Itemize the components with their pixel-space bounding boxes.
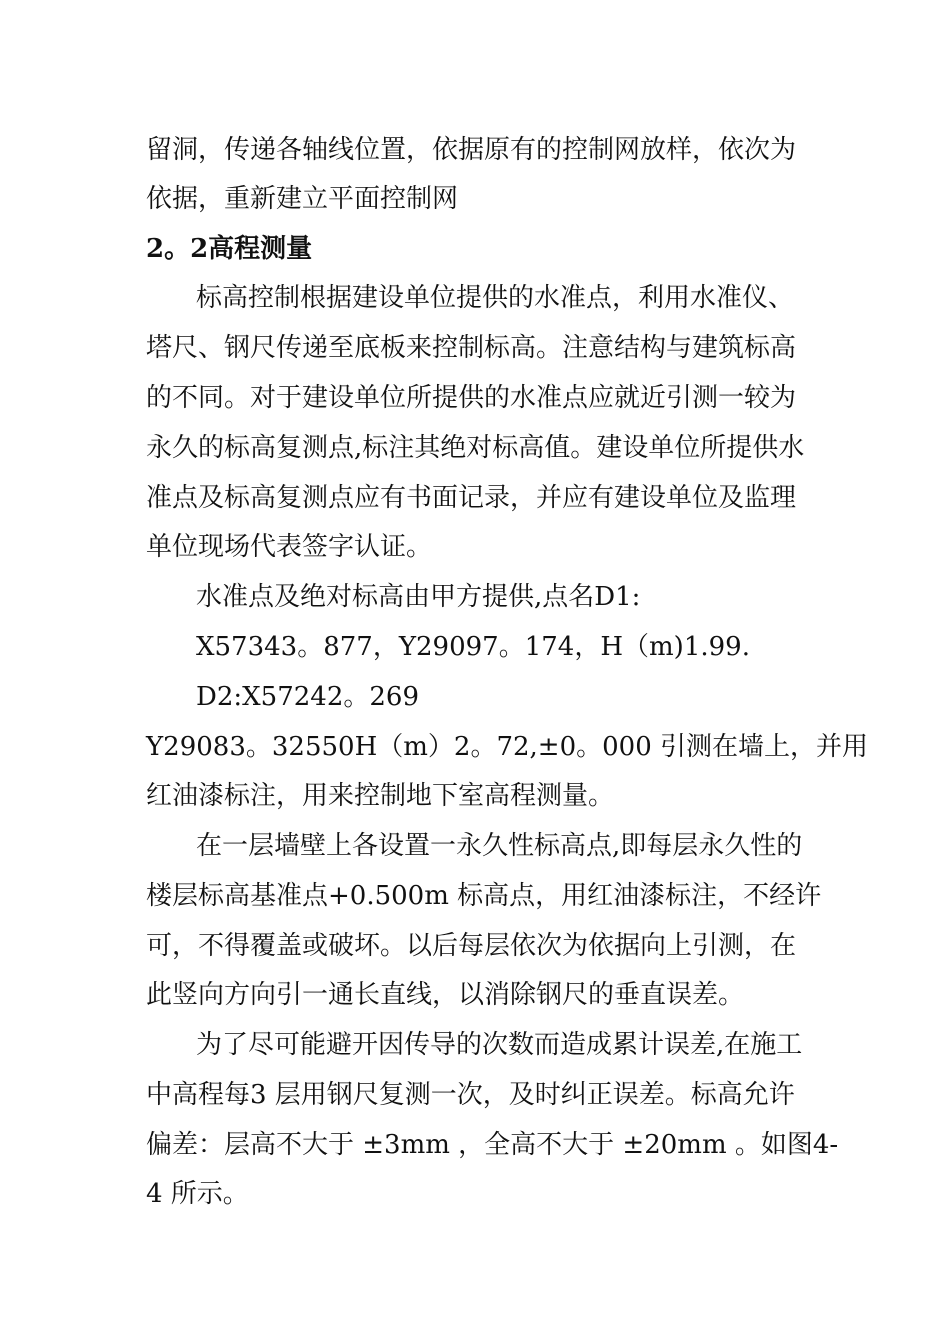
text-line: 的不同。对于建设单位所提供的水准点应就近引测一较为 (146, 383, 797, 413)
text-line: 红油漆标注，用来控制地下室高程测量。 (146, 781, 615, 811)
coordinate-line: Y29083。32550H（m）2。72,±0。000 引测在墙上，并用 (146, 732, 869, 762)
text-line: 留洞，传递各轴线位置，依据原有的控制网放样，依次为 (146, 135, 797, 165)
text-line: 准点及标高复测点应有书面记录，并应有建设单位及监理 (146, 483, 797, 513)
coordinate-line: X57343。877，Y29097。174，H（m)1.99. (196, 632, 750, 662)
text-line: 永久的标高复测点,标注其绝对标高值。建设单位所提供水 (146, 433, 805, 463)
text-line: 此竖向方向引一通长直线，以消除钢尺的垂直误差。 (146, 980, 745, 1010)
text-line: 4 所示。 (146, 1179, 249, 1209)
text-line: 依据，重新建立平面控制网 (146, 184, 459, 214)
text-line: 塔尺、钢尺传递至底板来控制标高。注意结构与建筑标高 (146, 333, 797, 363)
text-line: 偏差：层高不大于 ±3mm ，全高不大于 ±20mm 。如图4- (146, 1130, 839, 1160)
text-line: 在一层墙壁上各设置一永久性标高点,即每层永久性的 (196, 831, 803, 861)
text-line: 中高程每3 层用钢尺复测一次，及时纠正误差。标高允许 (146, 1080, 795, 1110)
text-line: 为了尽可能避开因传导的次数而造成累计误差,在施工 (196, 1030, 803, 1060)
coordinate-line: D2:X57242。269 (196, 682, 419, 712)
text-line: 可，不得覆盖或破坏。以后每层依次为依据向上引测，在 (146, 931, 797, 961)
text-line: 水准点及绝对标高由甲方提供,点名D1: (196, 582, 641, 612)
section-heading: 2。2高程测量 (146, 234, 313, 264)
text-line: 楼层标高基准点+0.500m 标高点，用红油漆标注，不经许 (146, 881, 822, 911)
text-line: 单位现场代表签字认证。 (146, 532, 433, 562)
text-line: 标高控制根据建设单位提供的水准点，利用水准仪、 (196, 283, 795, 313)
